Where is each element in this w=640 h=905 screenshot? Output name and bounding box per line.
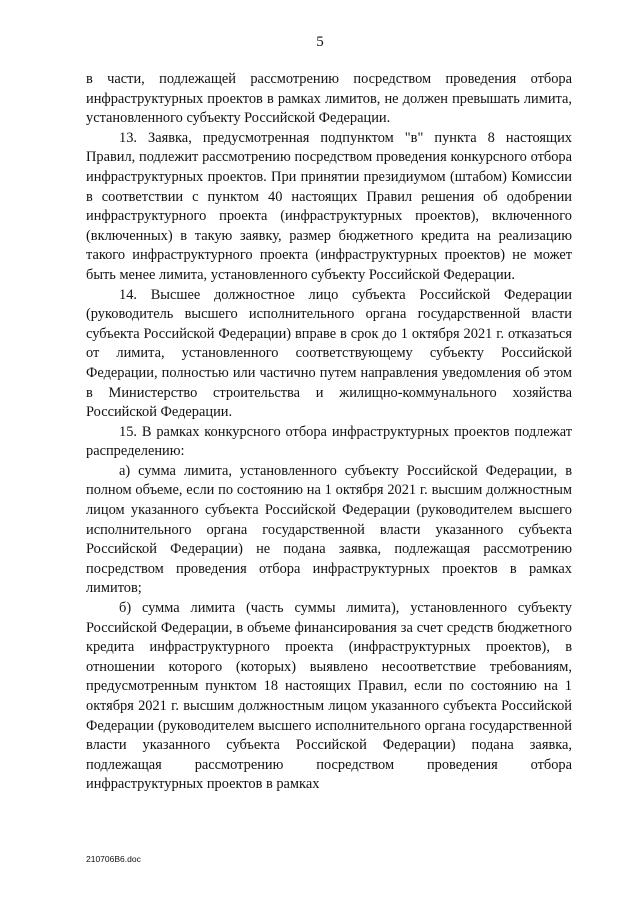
- subparagraph-a: а) сумма лимита, установленного субъекту Российской Федерации, в полном объеме, если по состоянию на 1 октября 2021 г. высшим должностным лицом указанного субъекта Российской Федерации (руководителем высшего исполнительного органа государственной власти указанного субъекта Российской Федерации) не подана заявка, подлежащая рассмотрению посредством проведения отбора инфраструктурных проектов в рамках лимитов;: [86, 462, 572, 597]
- document-file-code: 210706B6.doc: [86, 854, 141, 864]
- document-body: [86, 70, 572, 795]
- paragraph-continuation: в части, подлежащей рассмотрению посредством проведения отбора инфраструктурных проектов в рамках лимитов, не должен превышать лимита, установленного субъекту Российской Федерации.: [86, 71, 572, 127]
- paragraph-14: 14. Высшее должностное лицо субъекта Российской Федерации (руководитель высшего исполнительного органа государственной власти субъекта Российской Федерации) вправе в срок до 1 октября 2021 г. отказаться от лимита, установленного соответствующему субъекту Российской Федерации, полностью или частично путем направления уведомления об этом в Министерство строительства и жилищно-коммунального хозяйства Российской Федерации.: [86, 286, 572, 421]
- page-number: 5: [316, 34, 324, 50]
- paragraph-15: 15. В рамках конкурсного отбора инфраструктурных проектов подлежат распределению:: [86, 423, 572, 460]
- subparagraph-b: б) сумма лимита (часть суммы лимита), установленного субъекту Российской Федерации, в объеме финансирования за счет средств бюджетного кредита инфраструктурного проекта (инфраструктурных проектов), в отношении которого (которых) выявлено несоответствие требованиям, предусмотренным пунктом 18 настоящих Правил, если по состоянию на 1 октября 2021 г. высшим должностным лицом указанного субъекта Российской Федерации (руководителем высшего исполнительного органа государственной власти указанного субъекта Российской Федерации) подана заявка, подлежащая рассмотрению посредством проведения отбора инфраструктурных проектов в рамках: [86, 600, 572, 793]
- paragraph-13: 13. Заявка, предусмотренная подпунктом "в" пункта 8 настоящих Правил, подлежит рассмотрению посредством проведения конкурсного отбора инфраструктурных проектов. При принятии президиумом (штабом) Комиссии в соответствии с пунктом 40 настоящих Правил решения об одобрении инфраструктурного проекта (инфраструктурных проектов), включенного (включенных) в такую заявку, размер бюджетного кредита на реализацию такого инфраструктурного проекта (инфраструктурных проектов) не может быть менее лимита, установленного субъекту Российской Федерации.: [86, 129, 572, 283]
